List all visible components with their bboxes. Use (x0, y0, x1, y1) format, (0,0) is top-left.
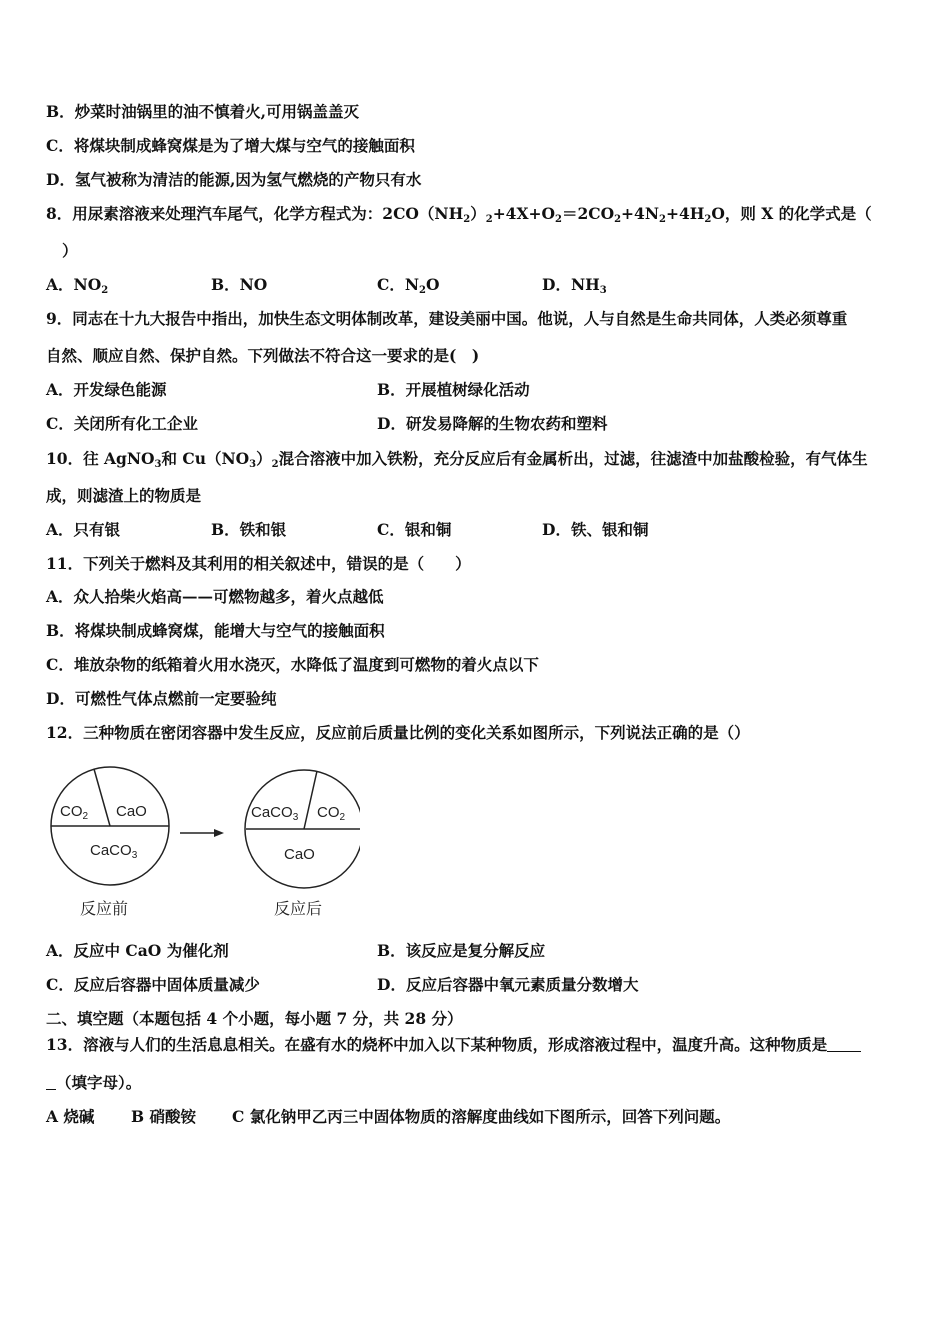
q11-option-b: B．将煤块制成蜂窝煤，能增大与空气的接触面积 (46, 621, 385, 640)
q10-stem-line1: 10．往 AgNO$_3$和 $Cu(NO_3)_2$混合溶液中加入铁粉，充分反应后有金属析出，过滤，往滤渣中加盐酸检验，有气体生 (46, 449, 868, 470)
q10-option-d: D．铁、银和铜 (542, 520, 649, 539)
pie-after-caption: 反应后 (274, 901, 323, 918)
q8-stem: 8．用尿素溶液来处理汽车尾气，化学方程式为：$2CO(NH_2)_2+4X+O_2=2CO_2+4N_2+4H_2O$，则 X 的化学式是（ (46, 204, 872, 225)
pie-before-caption: 反应前 (80, 901, 129, 918)
q13-stem-line2: （填字母）。 (46, 1073, 141, 1093)
q13-stem-line1: 13．溶液与人们的生活息息相关。在盛有水的烧杯中加入以下某种物质，形成溶液过程中，温度升高。这种物质是 (46, 1035, 861, 1055)
q10-option-a: A．只有银 (46, 520, 121, 539)
pie-before (51, 767, 169, 918)
q9-option-a: A．开发绿色能源 (46, 380, 167, 399)
q10-option-c: C．银和铜 (377, 520, 452, 539)
q7-option-c: C．将煤块制成蜂窝煤是为了增大煤与空气的接触面积 (46, 136, 415, 155)
q9-option-d: D．研发易降解的生物农药和塑料 (377, 414, 608, 433)
pie-after-co2-label: $CO_2$ (317, 804, 346, 823)
reaction-arrow-icon (180, 829, 224, 837)
q13-answer-blank[interactable] (827, 1035, 861, 1052)
pie-before-caco3-label: CaCO$_3$ (90, 842, 138, 861)
q13-option-a: A 烧碱 (46, 1107, 95, 1126)
q8-option-b: B．NO (211, 275, 268, 294)
q8-option-a: A．$NO_2$ (46, 275, 109, 296)
q10-option-b: B．铁和银 (211, 520, 287, 539)
section2-heading: 二、填空题（本题包括 4 个小题，每小题 7 分，共 28 分） (46, 1009, 463, 1028)
q11-option-c: C．堆放杂物的纸箱着火用水浇灭，水降低了温度到可燃物的着火点以下 (46, 655, 539, 674)
q7-option-b: B．炒菜时油锅里的油不慎着火,可用锅盖盖灭 (46, 102, 360, 121)
q12-option-a: A．反应中 CaO 为催化剂 (46, 941, 229, 960)
q9-stem-line2: 自然、顺应自然、保护自然。下列做法不符合这一要求的是( ) (46, 346, 480, 365)
pie-after-cao-label: CaO (284, 846, 315, 863)
q12-option-c: C．反应后容器中固体质量减少 (46, 975, 260, 994)
pie-after-caco3-label: CaCO$_3$ (251, 804, 299, 823)
q9-stem-line1: 9．同志在十九大报告中指出，加快生态文明体制改革，建设美丽中国。他说，人与自然是生命共同体，人类必须尊重 (46, 309, 848, 328)
q7-option-d: D．氢气被称为清洁的能源,因为氢气燃烧的产物只有水 (46, 170, 422, 189)
q13-option-b: B 硝酸铵 (131, 1107, 196, 1126)
q11-option-a: A．众人拾柴火焰高——可燃物越多，着火点越低 (46, 587, 384, 606)
q13-option-c: C 氯化钠甲乙丙三中固体物质的溶解度曲线如下图所示，回答下列问题。 (232, 1107, 731, 1126)
q8-option-d: D．$NH_3$ (542, 275, 607, 296)
q10-stem-line2: 成，则滤渣上的物质是 (46, 486, 202, 505)
pie-after (245, 770, 360, 918)
q12-stem: 12．三种物质在密闭容器中发生反应，反应前后质量比例的变化关系如图所示，下列说法正确的是（） (46, 723, 750, 742)
q11-option-d: D．可燃性气体点燃前一定要验纯 (46, 689, 277, 708)
pie-before-co2-label: $CO_2$ (60, 803, 89, 822)
q12-option-d: D．反应后容器中氧元素质量分数增大 (377, 975, 639, 994)
q8-option-c: C．$N_2O$ (377, 275, 440, 296)
q12-pie-diagram (40, 760, 360, 930)
q9-option-b: B．开展植树绿化活动 (377, 380, 530, 399)
pie-before-cao-label: CaO (116, 803, 147, 820)
q11-stem: 11．下列关于燃料及其利用的相关叙述中，错误的是（ ） (46, 554, 471, 573)
q12-option-b: B．该反应是复分解反应 (377, 941, 546, 960)
q9-option-c: C．关闭所有化工企业 (46, 414, 198, 433)
q8-stem-end: ） (62, 241, 78, 260)
